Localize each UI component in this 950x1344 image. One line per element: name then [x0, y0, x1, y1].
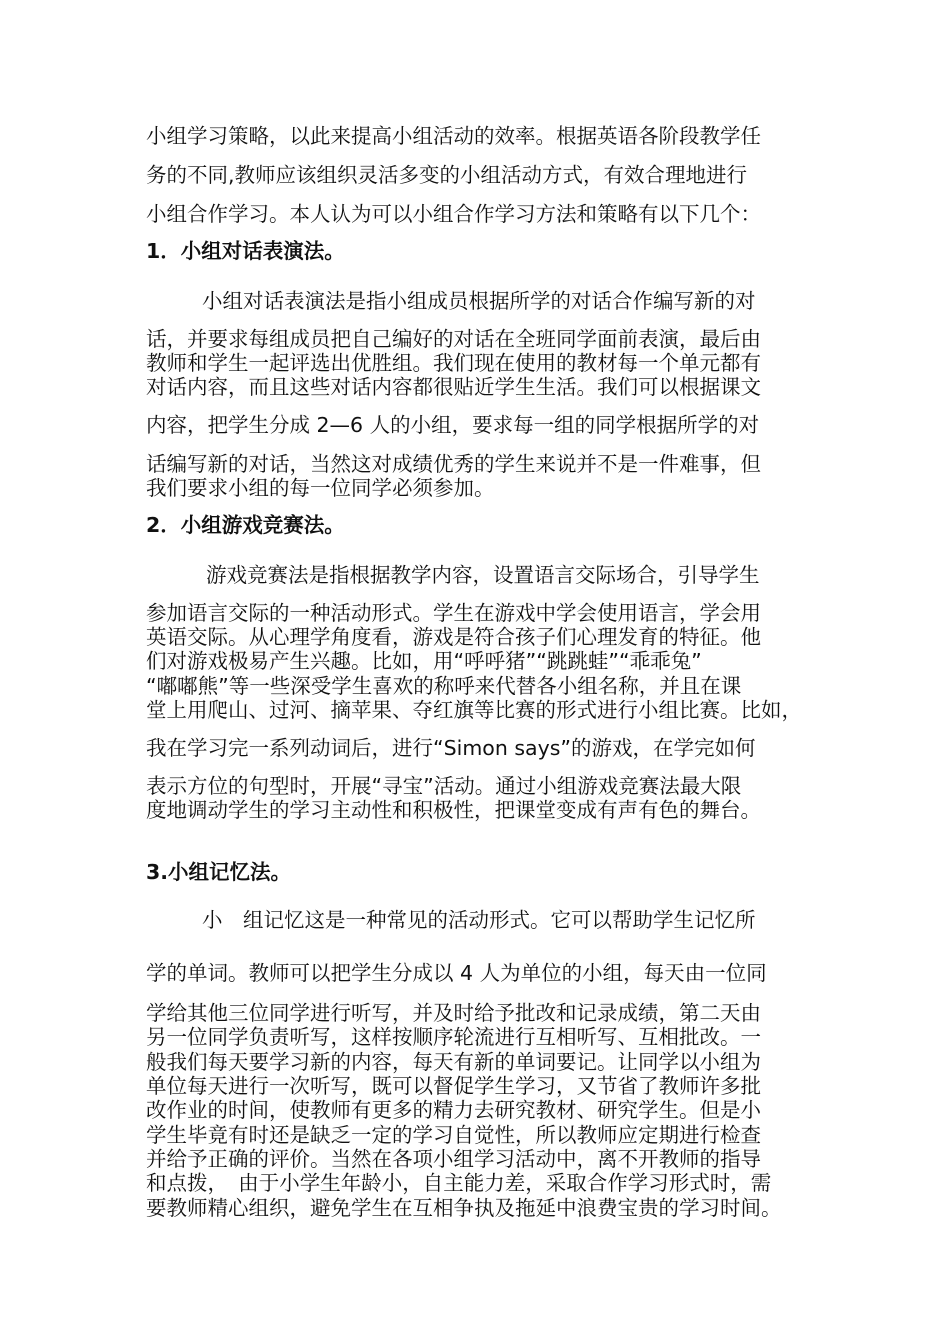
section-3-line-4: 另一位同学负责听写，这样按顺序轮流进行互相听写、互相批改。一: [146, 1025, 761, 1049]
section-2-line-4: 们对游戏极易产生兴趣。比如，用“呼呼猪”“跳跳蛙”“乖乖兔”: [146, 649, 702, 673]
section-3-heading: 3.小组记忆法。: [146, 860, 292, 884]
section-3-line-10: 和点拨， 由于小学生年龄小，自主能力差，采取合作学习形式时，需: [146, 1171, 772, 1195]
section-3-line-5: 般我们每天要学习新的内容，每天有新的单词要记。让同学以小组为: [146, 1050, 761, 1074]
section-2-line-9: 度地调动学生的学习主动性和积极性，把课堂变成有声有色的舞台。: [146, 798, 761, 822]
section-1-line-2: 话，并要求每组成员把自己编好的对话在全班同学面前表演，最后由: [146, 327, 761, 351]
section-1-line-6: 话编写新的对话，当然这对成绩优秀的学生来说并不是一件难事，但: [146, 452, 761, 476]
section-1-line-3: 教师和学生一起评选出优胜组。我们现在使用的教材每一个单元都有: [146, 351, 761, 375]
intro-line-3: 小组合作学习。本人认为可以小组合作学习方法和策略有以下几个：: [146, 202, 761, 226]
section-2-line-1: 游戏竞赛法是指根据教学内容，设置语言交际场合，引导学生: [206, 563, 760, 587]
section-1-line-5: 内容，把学生分成 2—6 人的小组，要求每一组的同学根据所学的对: [146, 413, 760, 437]
section-3-line-7: 改作业的时间，使教师有更多的精力去研究教材、研究学生。但是小: [146, 1098, 761, 1122]
section-2-line-8: 表示方位的句型时，开展“寻宝”活动。通过小组游戏竞赛法最大限: [146, 774, 742, 798]
section-2-line-3: 英语交际。从心理学角度看，游戏是符合孩子们心理发育的特征。他: [146, 625, 761, 649]
section-2-line-2: 参加语言交际的一种活动形式。学生在游戏中学会使用语言，学会用: [146, 601, 761, 625]
section-3-line-1: 小 组记忆这是一种常见的活动形式。它可以帮助学生记忆所: [202, 908, 756, 932]
section-3-line-3: 学给其他三位同学进行听写，并及时给予批改和记录成绩，第二天由: [146, 1001, 761, 1025]
section-1-line-4: 对话内容，而且这些对话内容都很贴近学生生活。我们可以根据课文: [146, 375, 761, 399]
section-2-line-7: 我在学习完一系列动词后，进行“Simon says”的游戏，在学完如何: [146, 736, 756, 760]
section-2-line-5: “嘟嘟熊”等一些深受学生喜欢的称呼来代替各小组名称，并且在课: [146, 674, 742, 698]
section-1-heading: 1．小组对话表演法。: [146, 239, 345, 263]
section-3-line-2: 学的单词。教师可以把学生分成以 4 人为单位的小组，每天由一位同: [146, 961, 767, 985]
intro-line-2: 务的不同,教师应该组织灵活多变的小组活动方式，有效合理地进行: [146, 163, 748, 187]
section-1-line-1: 小组对话表演法是指小组成员根据所学的对话合作编写新的对: [202, 289, 756, 313]
section-3-line-11: 要教师精心组织，避免学生在互相争执及拖延中浪费宝贵的学习时间。: [146, 1196, 782, 1220]
section-3-line-6: 单位每天进行一次听写，既可以督促学生学习，又节省了教师许多批: [146, 1074, 761, 1098]
section-2-line-6: 堂上用爬山、过河、摘苹果、夺红旗等比赛的形式进行小组比赛。比如，: [146, 698, 802, 722]
section-2-heading: 2．小组游戏竞赛法。: [146, 513, 345, 537]
section-1-line-7: 我们要求小组的每一位同学必须参加。: [146, 476, 495, 500]
intro-line-1: 小组学习策略，以此来提高小组活动的效率。根据英语各阶段教学任: [146, 124, 761, 148]
section-3-line-9: 并给予正确的评价。当然在各项小组学习活动中，离不开教师的指导: [146, 1147, 761, 1171]
section-3-line-8: 学生毕竟有时还是缺乏一定的学习自觉性，所以教师应定期进行检查: [146, 1123, 761, 1147]
